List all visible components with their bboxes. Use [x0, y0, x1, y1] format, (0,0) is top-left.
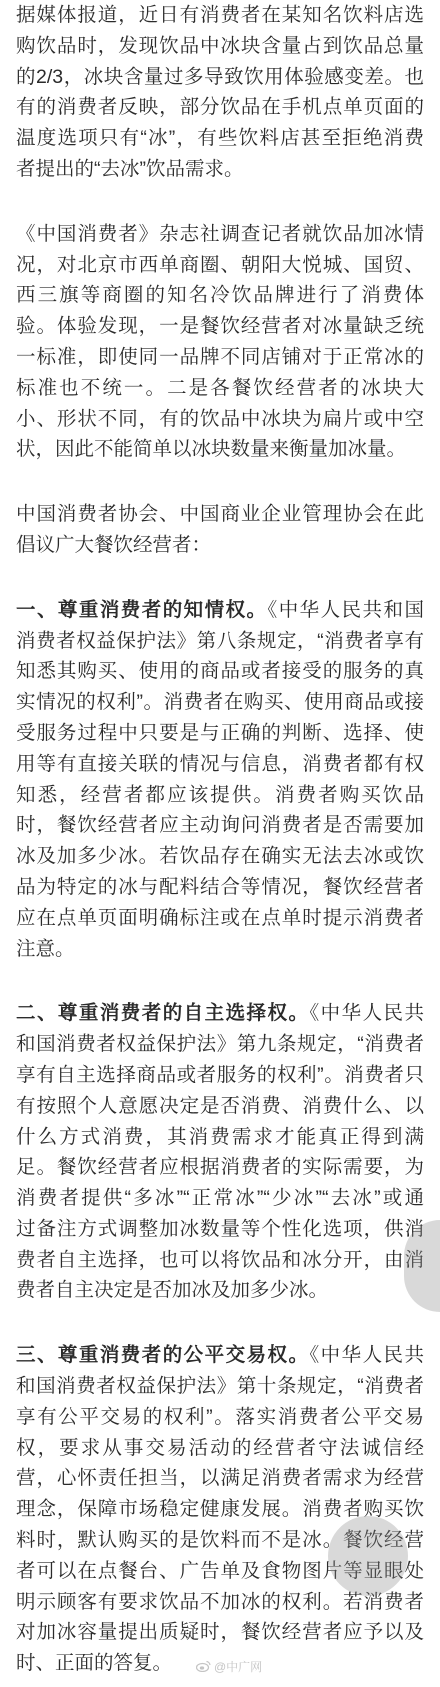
article-line: 温度选项只有“冰”，有些饮料店甚至拒绝消费 [16, 127, 424, 150]
section-heading-rest: 《中华人民共 [309, 1002, 424, 1025]
section-heading-line [16, 1340, 424, 1371]
article-line: 注意。 [16, 937, 75, 960]
watermark [196, 1656, 262, 1676]
article-line: 标准也不统一。二是各餐饮经营者的冰块大 [16, 376, 424, 399]
paragraph-intro [16, 0, 424, 185]
article-line: 费者自主选择，也可以将饮品和冰分开，由消 [16, 1248, 424, 1271]
article-line: 受服务过程中只要是与正确的判断、选择、使 [16, 721, 424, 744]
section-heading: 一、尊重消费者的知情权。 [16, 598, 268, 621]
article-line: 用等有直接关联的情况与信息，消费者都有权 [16, 752, 424, 775]
section-heading-rest: 《中华人民共和国 [267, 598, 424, 621]
section-heading-line [16, 998, 424, 1029]
article-line: 消费者提供“多冰”“正常冰”“少冰”“去冰”或通 [16, 1187, 424, 1210]
article-line: 时、正面的答复。 [16, 1652, 173, 1675]
article-line: 状，因此不能简单以冰块数量来衡量加冰量。 [16, 438, 407, 461]
article-line: 知悉，经营者都应该提供。消费者购买饮品 [16, 783, 424, 806]
section-right-to-know [16, 595, 424, 965]
section-heading-rest: 《中华人民共 [309, 1344, 424, 1367]
article-line: 中国消费者协会、中国商业企业管理协会在此 [16, 503, 424, 526]
article-line: 对加冰容量提出质疑时，餐饮经营者应予以及 [16, 1621, 424, 1644]
article-line: 据媒体报道，近日有消费者在某知名饮料店选 [16, 4, 424, 26]
article-line: 况，对北京市西单商圈、朝阳大悦城、国贸、 [16, 253, 424, 276]
article-line: 冰及加多少冰。若饮品存在确实无法去冰或饮 [16, 845, 424, 868]
article-line: 验。体验发现，一是餐饮经营者对冰量缺乏统 [16, 315, 424, 338]
article-line: 享有自主选择商品或者服务的权利”。消费者只 [16, 1063, 424, 1086]
article-line: 实情况的权利”。消费者在购买、使用商品或接 [16, 691, 424, 714]
article-line: 费者自主决定是否加冰及加多少冰。 [16, 1279, 329, 1302]
section-heading: 三、尊重消费者的公平交易权。 [16, 1344, 310, 1367]
article-line: 营，心怀责任担当，以满足消费者需求为经营 [16, 1467, 424, 1490]
article-line: 知悉其购买、使用的商品或者接受的服务的真 [16, 660, 424, 683]
article-line: 购饮品时，发现饮品中冰块含量占到饮品总量 [16, 34, 424, 57]
section-fair-trade [16, 1340, 424, 1679]
article-line: 应在点单页面明确标注或在点单时提示消费者 [16, 906, 424, 929]
watermark-text: @中广网 [214, 1659, 263, 1674]
article-line: 一标准，即使同一品牌不同店铺对于正常冰的 [16, 345, 424, 368]
section-heading-line [16, 595, 424, 626]
article-line: 西三旗等商圈的知名冷饮品牌进行了消费体 [16, 284, 424, 307]
article-line: 和国消费者权益保护法》第九条规定，“消费者 [16, 1033, 424, 1056]
article-line: 有按照个人意愿决定是否消费、消费什么、以 [16, 1094, 424, 1117]
article-line: 和国消费者权益保护法》第十条规定，“消费者 [16, 1375, 424, 1398]
paragraph-initiative [16, 499, 424, 561]
article-line: 品为特定的冰与配料结合等情况，餐饮经营者 [16, 875, 424, 898]
article-line: 明示顾客有要求饮品不加冰的权利。若消费者 [16, 1590, 424, 1613]
article-line: 小、形状不同，有的饮品中冰块为扁片或中空 [16, 407, 424, 430]
article-line: 消费者权益保护法》第八条规定，“消费者享有 [16, 629, 424, 652]
article-line: 的2/3，冰块含量过多导致饮用体验感变差。也 [16, 65, 424, 88]
paragraph-survey [16, 219, 424, 465]
article-line: 有的消费者反映，部分饮品在手机点单页面的 [16, 96, 424, 119]
section-heading: 二、尊重消费者的自主选择权。 [16, 1002, 310, 1025]
article-line: 享有公平交易的权利”。落实消费者公平交易 [16, 1405, 424, 1428]
article-line: 者可以在点餐台、广告单及食物图片等显眼处 [16, 1559, 424, 1582]
article-line: 料时，默认购买的是饮料而不是冰。餐饮经营 [16, 1529, 424, 1552]
article-line: 什么方式消费，其消费需求才能真正得到满 [16, 1125, 424, 1148]
article-line: 过备注方式调整加冰数量等个性化选项，供消 [16, 1217, 424, 1240]
article-line: 理念，保障市场稳定健康发展。消费者购买饮 [16, 1498, 424, 1521]
weibo-icon [196, 1660, 211, 1672]
article-line: 者提出的“去冰”饮品需求。 [16, 157, 244, 180]
article-line: 时，餐饮经营者应主动询问消费者是否需要加 [16, 814, 424, 837]
article-body [16, 0, 424, 1679]
article-line: 足。餐饮经营者应根据消费者的实际需要，为 [16, 1156, 424, 1179]
floating-round-button[interactable] [328, 1516, 408, 1596]
article-line: 权，要求从事交易活动的经营者守法诚信经 [16, 1436, 424, 1459]
article-line: 《中国消费者》杂志社调查记者就饮品加冰情 [16, 222, 424, 245]
section-right-to-choose [16, 998, 424, 1306]
article-line: 倡议广大餐饮经营者： [16, 533, 212, 556]
